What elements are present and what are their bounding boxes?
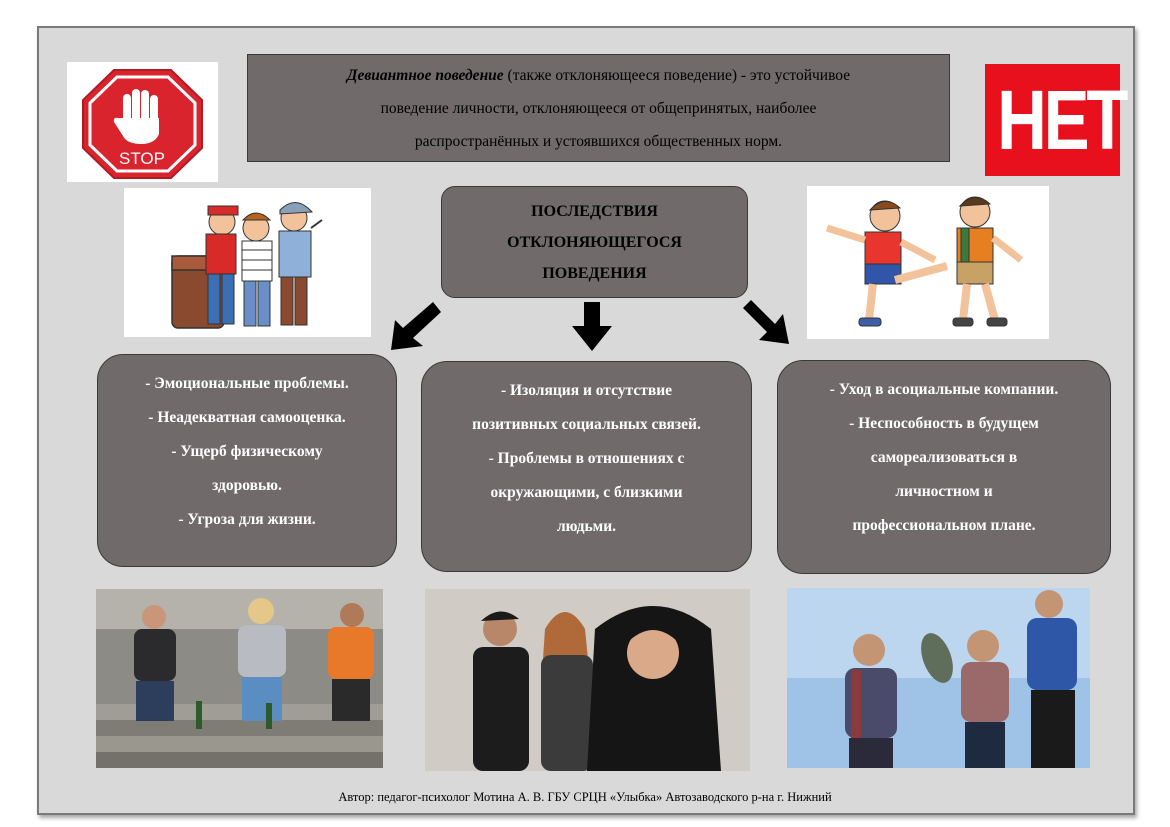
consequence-3-line-5: профессиональном плане. xyxy=(852,517,1036,534)
teens-kicking-photo xyxy=(787,588,1090,768)
consequence-1-line-5: - Угроза для жизни. xyxy=(178,511,316,528)
arrow-down-right-icon xyxy=(741,298,793,346)
consequence-2-line-3: - Проблемы в отношениях с xyxy=(488,450,685,467)
definition-box xyxy=(247,54,950,162)
definition-line-2: поведение личности, отклоняющееся от общепринятых, наиболее xyxy=(380,100,817,117)
definition-line-1 xyxy=(262,59,935,92)
consequence-3-line-2: - Неспособность в будущем xyxy=(849,415,1039,432)
consequence-1-line-4: здоровью. xyxy=(212,477,282,494)
consequence-2-line-1: - Изоляция и отсутствие xyxy=(500,382,673,399)
consequences-title-line-1: ПОСЛЕДСТВИЯ xyxy=(531,203,658,220)
consequence-3-line-3: самореализоваться в xyxy=(870,449,1018,466)
consequence-1-line-1: - Эмоциональные проблемы. xyxy=(145,375,349,392)
sad-teens-photo xyxy=(425,589,750,771)
consequence-3-line-1: - Уход в асоциальные компании. xyxy=(829,381,1059,398)
net-sign-label: НЕТ xyxy=(997,73,1126,167)
definition-line-3: распространённых и устоявшихся общественных норм. xyxy=(414,133,783,150)
consequence-box-1 xyxy=(97,354,397,567)
fighting-boys-illustration xyxy=(807,186,1049,339)
net-sign-image xyxy=(985,64,1126,176)
smoking-teens-illustration xyxy=(124,188,371,337)
consequences-title-box xyxy=(441,186,748,298)
consequence-2-line-2: позитивных социальных связей. xyxy=(472,416,701,433)
consequence-box-3 xyxy=(777,360,1111,574)
consequence-2-line-5: людьми. xyxy=(556,518,617,535)
consequence-box-2 xyxy=(421,361,752,572)
consequences-title-line-3: ПОВЕДЕНИЯ xyxy=(542,265,647,282)
author-footer: Автор: педагог-психолог Мотина А. В. ГБУ СРЦН «Улыбка» Автозаводского р-на г. Нижний xyxy=(338,790,832,804)
consequence-1-line-2: - Неадекватная самооценка. xyxy=(148,409,346,426)
arrow-down-icon xyxy=(571,300,613,352)
teens-on-steps-photo xyxy=(96,589,383,768)
stop-label: STOP xyxy=(119,149,165,168)
consequence-3-line-4: личностном и xyxy=(895,483,993,500)
consequence-2-line-4: окружающими, с близкими xyxy=(490,484,683,501)
definition-term: Девиантное поведение xyxy=(346,67,504,84)
stop-sign-image xyxy=(67,62,218,182)
definition-line-1-rest: (также отклоняющееся поведение) - это устойчивое xyxy=(503,67,851,84)
consequence-1-line-3: - Ущерб физическому xyxy=(171,443,323,460)
arrow-down-left-icon xyxy=(385,300,443,352)
consequences-title-line-2: ОТКЛОНЯЮЩЕГОСЯ xyxy=(507,234,682,251)
